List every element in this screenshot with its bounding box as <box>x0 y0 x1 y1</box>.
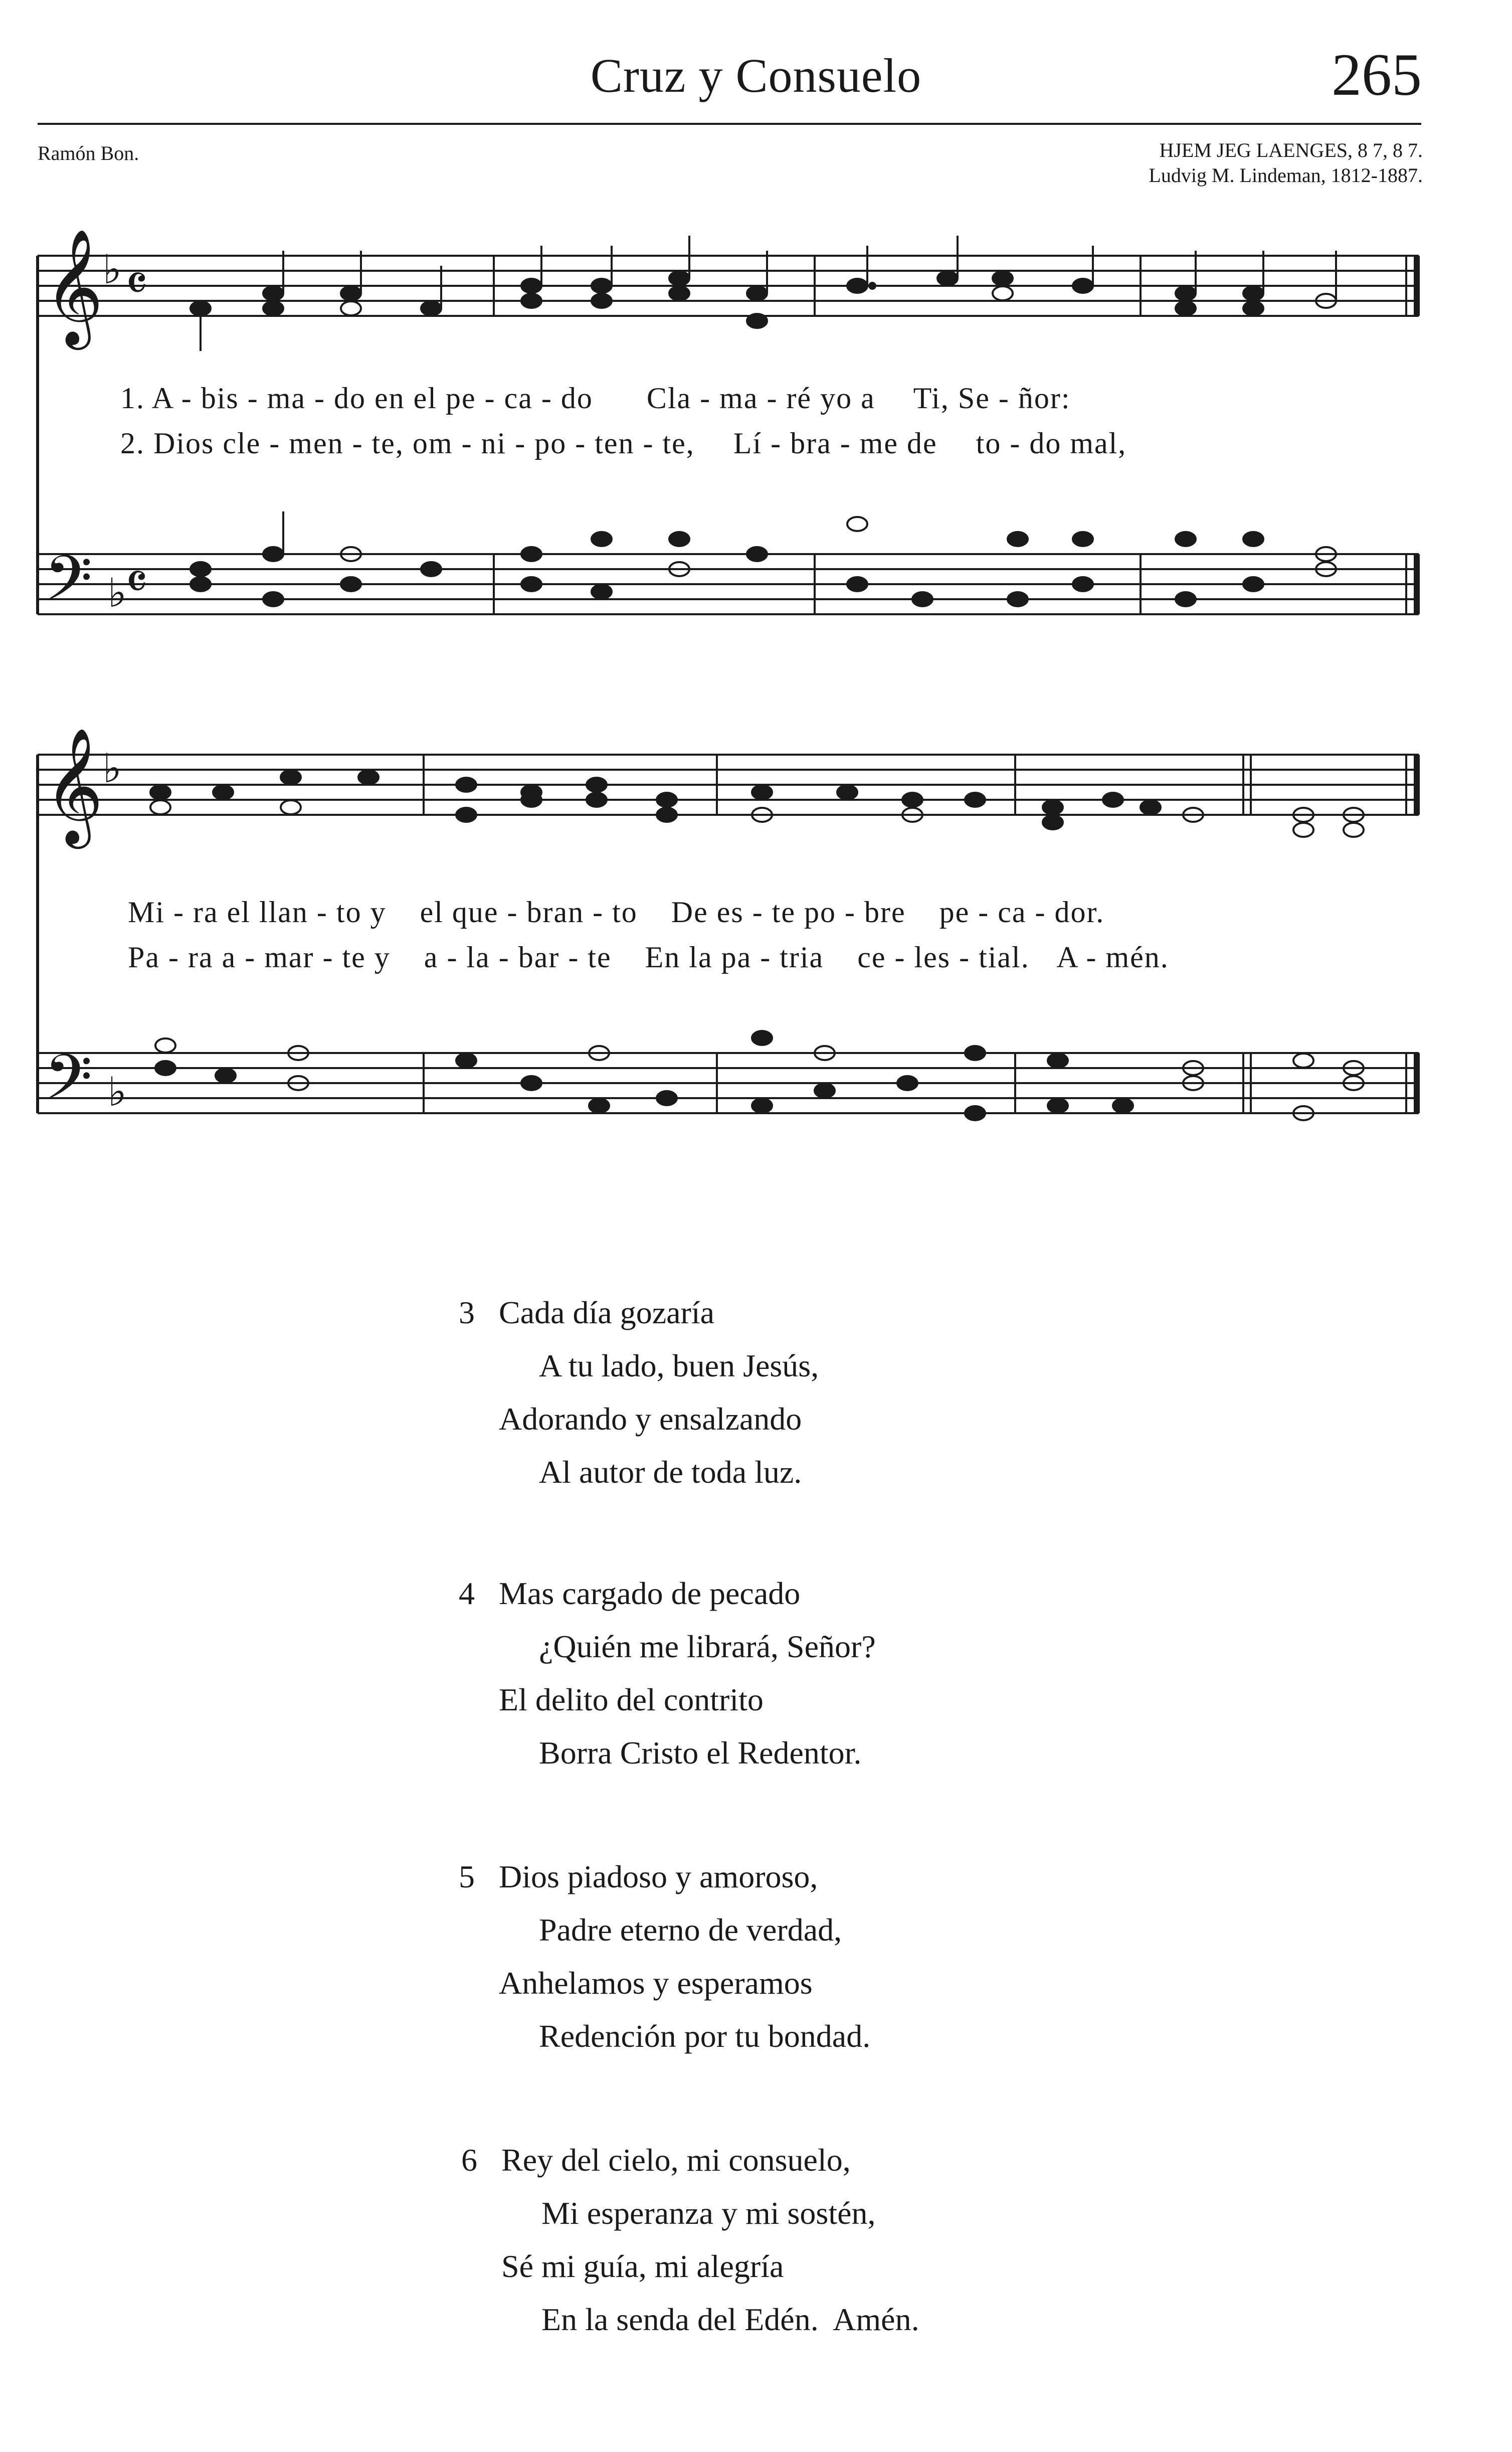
syllable: - <box>840 427 851 460</box>
syllable: to <box>976 427 1002 460</box>
syllable: te, <box>662 427 695 460</box>
syllable: Pa <box>128 941 160 974</box>
syllable: - <box>484 382 496 415</box>
system1-verse1-lyrics <box>120 381 1071 416</box>
treble-clef-icon: 𝄞 <box>44 228 104 345</box>
treble-clef-icon: 𝄞 <box>44 727 104 844</box>
syllable: - <box>978 896 990 929</box>
stanza-line: Adorando y ensalzando <box>499 1401 802 1437</box>
syllable: me <box>859 427 899 460</box>
syllable: Lí <box>733 427 763 460</box>
syllable: De <box>671 896 708 929</box>
syllable: do en <box>334 382 405 415</box>
stanza-4 <box>459 1567 876 1780</box>
syllable: ma <box>267 382 306 415</box>
composer: Ludvig M. Lindeman, 1812-1887. <box>1149 164 1423 187</box>
syllable: el <box>420 896 444 929</box>
music-score <box>0 0 1512 1153</box>
syllable: pe <box>939 896 970 929</box>
common-time-icon: 𝄴 <box>125 553 148 611</box>
syllable: tial. <box>979 941 1030 974</box>
syllable: bra <box>790 427 832 460</box>
syllable: - <box>1035 896 1046 929</box>
syllable: ni <box>481 427 507 460</box>
bass-clef-icon: 𝄢 <box>44 1041 93 1129</box>
syllable: - <box>752 896 764 929</box>
stanza-line: ¿Quién me librará, Señor? <box>539 1629 876 1664</box>
system2-verse2-lyrics <box>128 940 1169 975</box>
flat-icon: ♭ <box>103 745 122 792</box>
syllable: - <box>767 382 778 415</box>
syllable: pa <box>721 941 752 974</box>
syllable: - <box>173 896 185 929</box>
syllable: - <box>181 382 193 415</box>
syllable: - <box>771 427 782 460</box>
system1-treble-staff <box>38 256 1419 316</box>
stanza-line: Sé mi guía, mi alegría <box>501 2248 784 2284</box>
syllable: En <box>645 941 681 974</box>
syllable: - <box>461 427 473 460</box>
system1-treble-notes <box>191 236 1336 351</box>
syllable: bran <box>526 896 585 929</box>
hymn-title: Cruz y Consuelo <box>590 49 922 102</box>
syllable: do <box>1029 427 1062 460</box>
syllable: mar <box>264 941 314 974</box>
syllable: A <box>1056 941 1078 974</box>
stanza-number: 3 <box>459 1295 475 1330</box>
syllable: - <box>593 896 604 929</box>
syllable: - <box>541 382 552 415</box>
syllable: - <box>168 941 179 974</box>
stanza-line: A tu lado, buen Jesús, <box>539 1348 819 1383</box>
syllable: ten <box>595 427 635 460</box>
tune-name: HJEM JEG LAENGES, 8 7, 8 7. <box>1159 139 1423 161</box>
syllable: Mi <box>128 896 165 929</box>
syllable: yo a <box>820 382 875 415</box>
stanza-line: Cada día gozaría <box>499 1295 714 1330</box>
lyricist: Ramón Bon. <box>38 142 139 164</box>
syllable: de <box>907 427 937 460</box>
syllable: te <box>772 896 796 929</box>
system1-bass-notes <box>191 511 1336 606</box>
syllable: to y <box>336 896 387 929</box>
stanza-line: El delito del contrito <box>499 1682 764 1717</box>
stanza-line: Padre eterno de verdad, <box>539 1912 842 1948</box>
stanza-line: Redención por tu bondad. <box>539 2018 871 2054</box>
syllable: - <box>700 382 711 415</box>
syllable: om <box>412 427 453 460</box>
system2-bass-notes <box>155 1031 1364 1120</box>
stanza-number: 4 <box>459 1575 475 1611</box>
syllable: - <box>247 382 259 415</box>
system1-bass-staff <box>38 554 1419 614</box>
syllable: - <box>498 941 510 974</box>
syllable: - <box>575 427 587 460</box>
syllable: po <box>534 427 567 460</box>
syllable: 2. Dios <box>120 427 215 460</box>
syllable: - <box>352 427 363 460</box>
stanza-line: Al autor de toda luz. <box>539 1454 802 1490</box>
system1-verse2-lyrics <box>120 426 1126 461</box>
system2-treble-staff <box>38 755 1419 815</box>
syllable: - <box>316 896 328 929</box>
syllable: el <box>413 382 437 415</box>
syllable: ce <box>857 941 886 974</box>
syllable: do <box>560 382 593 415</box>
syllable: llan <box>259 896 308 929</box>
syllable: ca <box>504 382 533 415</box>
syllable: to <box>612 896 638 929</box>
stanza-line: Mi esperanza y mi sostén, <box>541 2195 876 2231</box>
stanza-5 <box>459 1850 871 2063</box>
syllable: - <box>568 941 580 974</box>
syllable: men <box>289 427 344 460</box>
stanza-line: Mas cargado de pecado <box>499 1575 801 1611</box>
syllable: mén. <box>1105 941 1169 974</box>
syllable: te, <box>371 427 404 460</box>
page-number: 265 <box>1332 41 1422 108</box>
flat-icon: ♭ <box>103 246 122 293</box>
syllable: que <box>452 896 499 929</box>
syllable: 1. A <box>120 382 173 415</box>
syllable: Ti, <box>913 382 950 415</box>
stanza-line: Borra Cristo el Redentor. <box>539 1735 862 1771</box>
syllable: bre <box>864 896 906 929</box>
syllable: - <box>515 427 526 460</box>
syllable: cle <box>223 427 261 460</box>
syllable: ñor: <box>1018 382 1071 415</box>
syllable: les <box>914 941 951 974</box>
syllable: - <box>760 941 772 974</box>
syllable: ca <box>998 896 1027 929</box>
flat-icon: ♭ <box>108 570 127 616</box>
stanza-3 <box>459 1286 819 1499</box>
stanza-line: Rey del cielo, mi consuelo, <box>501 2142 851 2178</box>
flat-icon: ♭ <box>108 1069 127 1115</box>
syllable: te y <box>342 941 391 974</box>
syllable: dor. <box>1054 896 1105 929</box>
syllable: mal, <box>1070 427 1127 460</box>
syllable: bis <box>201 382 239 415</box>
syllable: po <box>804 896 837 929</box>
system2-bass-staff <box>38 1053 1419 1113</box>
common-time-icon: 𝄴 <box>125 254 148 313</box>
stanza-line: En la senda del Edén. Amén. <box>541 2302 919 2337</box>
syllable: - <box>1010 427 1021 460</box>
syllable: - <box>1086 941 1097 974</box>
syllable: bar <box>518 941 560 974</box>
syllable: ma <box>719 382 759 415</box>
syllable: - <box>245 941 256 974</box>
syllable: la <box>689 941 713 974</box>
syllable: la <box>466 941 490 974</box>
syllable: - <box>845 896 856 929</box>
syllable: Cla <box>646 382 692 415</box>
syllable: - <box>959 941 971 974</box>
syllable: te <box>588 941 612 974</box>
stanza-line: Anhelamos y esperamos <box>499 1965 813 2001</box>
syllable: - <box>507 896 518 929</box>
stanza-number: 6 <box>461 2142 477 2178</box>
syllable: tria <box>780 941 824 974</box>
stanza-number: 5 <box>459 1859 475 1894</box>
bass-clef-icon: 𝄢 <box>44 543 93 630</box>
syllable: pe <box>445 382 476 415</box>
syllable: a <box>424 941 439 974</box>
system2-verse1-lyrics <box>128 895 1104 930</box>
syllable: ré <box>786 382 812 415</box>
system2-treble-notes <box>150 770 1364 837</box>
stanza-line: Dios piadoso y amoroso, <box>499 1859 818 1894</box>
syllable: - <box>998 382 1010 415</box>
syllable: - <box>643 427 654 460</box>
syllable: es <box>716 896 744 929</box>
syllable: - <box>447 941 458 974</box>
stanza-6 <box>461 2134 919 2346</box>
syllable: - <box>314 382 326 415</box>
syllable: ra el <box>193 896 251 929</box>
syllable: - <box>894 941 906 974</box>
syllable: - <box>269 427 281 460</box>
syllable: Se <box>958 382 990 415</box>
syllable: - <box>322 941 334 974</box>
syllable: ra a <box>187 941 237 974</box>
